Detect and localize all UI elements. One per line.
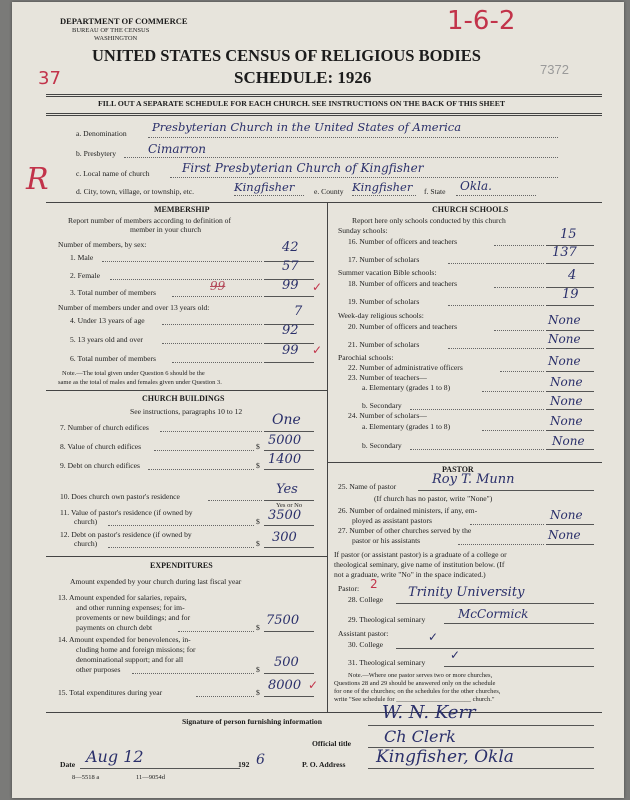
q15-dollar: $ [256, 688, 260, 697]
q19-value: 19 [562, 287, 579, 302]
page-mark: 37 [38, 68, 61, 89]
q1-label: 1. Male [70, 253, 94, 262]
weekday-schools-label: Week-day religious schools: [338, 311, 424, 320]
official-title-value: Ch Clerk [384, 727, 456, 746]
q19-label: 19. Number of scholars [348, 297, 420, 306]
q24-label: 24. Number of scholars— [348, 411, 427, 420]
pastor-label: Pastor: [338, 584, 360, 593]
membership-intro-1: Report number of members according to definition of [68, 216, 232, 225]
denomination-value: Presbyterian Church in the United States of America [152, 120, 462, 134]
q21-label: 21. Number of scholars [348, 340, 420, 349]
q3-crossed-value: 99 [210, 279, 226, 293]
assistant-pastor-label: Assistant pastor: [338, 629, 389, 638]
buildings-intro: See instructions, paragraphs 10 to 12 [130, 407, 243, 416]
grad-line-3: not a graduate, write "No" in the space indicated.) [334, 570, 486, 579]
city-field-value: Kingfisher [234, 180, 295, 194]
q16-value: 15 [560, 227, 577, 242]
q22-label: 22. Number of administrative officers [348, 363, 463, 372]
q30-label: 30. College [348, 640, 384, 649]
q13-line-2: and other running expenses; for im- [76, 603, 185, 612]
q24a-value: None [550, 414, 583, 428]
q14-line-2: cluding home and foreign missions; for [76, 645, 196, 654]
q10-value: Yes [276, 482, 298, 497]
q23a-label: a. Elementary (grades 1 to 8) [362, 383, 451, 392]
membership-intro-2: member in your church [130, 225, 202, 234]
date-value: Aug 12 [86, 747, 144, 766]
form-number: 7372 [540, 62, 569, 77]
q6-check-icon: ✓ [312, 343, 323, 357]
summer-schools-label: Summer vacation Bible schools: [338, 268, 437, 277]
q3-value: 99 [282, 278, 299, 293]
county-label: e. County [314, 187, 344, 196]
po-address-label: P. O. Address [302, 760, 346, 769]
q5-label: 5. 13 years old and over [70, 335, 143, 344]
q26-label-a: 26. Number of ordained ministers, if any, em- [338, 506, 478, 515]
q7-value: One [272, 412, 301, 428]
q18-value: 4 [568, 268, 577, 283]
q27-label-a: 27. Number of other churches served by the [338, 526, 472, 535]
q10-label: 10. Does church own pastor's residence [60, 492, 180, 501]
instruction-line: FILL OUT A SEPARATE SCHEDULE FOR EACH CHURCH. SEE INSTRUCTIONS ON THE BACK OF THIS SHEET [98, 99, 506, 108]
q11-label-a: 11. Value of pastor's residence (if owned by [60, 508, 193, 517]
q4-value: 7 [294, 304, 303, 319]
q28-label: 28. College [348, 595, 384, 604]
yes-no-hint: Yes or No [276, 502, 303, 509]
q23-label: 23. Number of teachers— [348, 373, 427, 382]
q9-dollar: $ [256, 461, 260, 470]
q3-check-icon: ✓ [312, 280, 323, 294]
q14-value: 500 [274, 655, 299, 670]
signature-label: Signature of person furnishing information [182, 717, 322, 726]
schools-heading: CHURCH SCHOOLS [432, 205, 509, 214]
q2-value: 57 [282, 259, 299, 274]
q15-check-icon: ✓ [308, 678, 319, 692]
q13-line-1: 13. Amount expended for salaries, repairs, [58, 593, 187, 602]
church-name-value: First Presbyterian Church of Kingfisher [182, 161, 424, 175]
q8-label: 8. Value of church edifices [60, 442, 142, 451]
q29-value: McCormick [458, 607, 529, 621]
pastor-heading: PASTOR [442, 465, 474, 474]
q4-label: 4. Under 13 years of age [70, 316, 145, 325]
parochial-schools-label: Parochial schools: [338, 353, 394, 362]
q5-value: 92 [282, 323, 299, 338]
q9-label: 9. Debt on church edifices [60, 461, 140, 470]
year-digit: 6 [256, 752, 265, 768]
q1-value: 42 [282, 240, 299, 255]
q15-value: 8000 [268, 678, 302, 693]
membership-heading: MEMBERSHIP [154, 205, 210, 214]
pastor-note-3: for one of the churches; on the schedules for the other churches, [334, 688, 501, 695]
q2-label: 2. Female [70, 271, 100, 280]
q14-line-4: other purposes [76, 665, 121, 674]
po-address-value: Kingfisher, Okla [376, 747, 514, 767]
q14-line-3: denominational support; and for all [76, 655, 184, 664]
q14-line-1: 14. Amount expended for benevolences, in- [58, 635, 191, 644]
q11-value: 3500 [268, 508, 302, 523]
membership-note-1: Note.—The total given under Question 6 should be the [62, 370, 205, 377]
buildings-heading: CHURCH BUILDINGS [142, 394, 225, 403]
q7-label: 7. Number of church edifices [60, 423, 149, 432]
q29-label: 29. Theological seminary [348, 615, 426, 624]
q24b-value: None [552, 434, 585, 448]
red-r-annotation: R [26, 162, 49, 197]
denomination-label: a. Denomination [76, 129, 127, 138]
q17-value: 137 [552, 245, 577, 260]
q22-value: None [548, 354, 581, 368]
q24a-label: a. Elementary (grades 1 to 8) [362, 422, 451, 431]
print-code: 11—9054d [136, 774, 166, 781]
q12-value: 300 [272, 530, 297, 545]
q26-value: None [550, 508, 583, 522]
q13-dollar: $ [256, 623, 260, 632]
sunday-schools-label: Sunday schools: [338, 226, 388, 235]
q24b-label: b. Secondary [362, 441, 402, 450]
grad-line-1: If pastor (or assistant pastor) is a graduate of a college or [334, 550, 507, 559]
q23b-value: None [550, 394, 583, 408]
state-label: f. State [424, 187, 446, 196]
q27-value: None [548, 528, 581, 542]
q13-line-3: provements or new buildings; and for [76, 613, 191, 622]
q12-label-b: church) [74, 539, 98, 548]
q31-label: 31. Theological seminary [348, 658, 426, 667]
year-prefix: 192 [238, 760, 250, 769]
q23a-value: None [550, 375, 583, 389]
expenditures-heading: EXPENDITURES [150, 561, 213, 570]
q8-value: 5000 [268, 433, 302, 448]
q13-value: 7500 [266, 613, 300, 628]
q8-dollar: $ [256, 442, 260, 451]
corner-file-mark: 1-6-2 [447, 6, 516, 36]
q12-label-a: 12. Debt on pastor's residence (if owned by [60, 530, 192, 539]
department-label: DEPARTMENT OF COMMERCE [60, 16, 188, 26]
signature-value: W. N. Kerr [382, 702, 476, 723]
city-label: WASHINGTON [94, 35, 138, 42]
q11-label-b: church) [74, 517, 98, 526]
pastor-red-mark: 2 [370, 577, 378, 591]
q25-label: 25. Name of pastor [338, 482, 397, 491]
q12-dollar: $ [256, 539, 260, 548]
age-intro-label: Number of members under and over 13 years old: [58, 303, 210, 312]
official-title-label: Official title [312, 739, 352, 748]
q27-label-b: pastor or his assistants [352, 536, 421, 545]
census-schedule-form [12, 2, 624, 798]
county-value: Kingfisher [352, 180, 413, 194]
q23b-label: b. Secondary [362, 401, 402, 410]
q16-label: 16. Number of officers and teachers [348, 237, 458, 246]
q11-dollar: $ [256, 517, 260, 526]
form-code: 8—5518 a [72, 774, 100, 781]
state-value: Okla. [460, 179, 492, 193]
q21-value: None [548, 332, 581, 346]
members-by-sex-label: Number of members, by sex: [58, 240, 147, 249]
presbytery-value: Cimarron [148, 142, 206, 156]
schools-intro: Report here only schools conducted by this church [352, 216, 506, 225]
q25-value: Roy T. Munn [432, 472, 515, 487]
pastor-note-4: write "See schedule for _______________________ church." [334, 696, 495, 703]
pastor-note-2: Questions 28 and 29 should be answered only on the schedule [334, 680, 496, 687]
q25-note: (If church has no pastor, write "None") [374, 494, 493, 503]
date-label: Date [60, 760, 76, 769]
form-title: UNITED STATES CENSUS OF RELIGIOUS BODIES [92, 46, 481, 65]
city-field-label: d. City, town, village, or township, etc. [76, 187, 195, 196]
bureau-label: BUREAU OF THE CENSUS [72, 27, 150, 34]
q14-dollar: $ [256, 665, 260, 674]
presbytery-label: b. Presbytery [76, 149, 117, 158]
q28-value: Trinity University [408, 585, 525, 600]
church-name-label: c. Local name of church [76, 169, 150, 178]
q20-value: None [548, 313, 581, 327]
expenditures-intro: Amount expended by your church during last fiscal year [70, 577, 242, 586]
q9-value: 1400 [268, 452, 302, 467]
q26-label-b: ployed as assistant pastors [352, 516, 432, 525]
q20-label: 20. Number of officers and teachers [348, 322, 458, 331]
q18-label: 18. Number of officers and teachers [348, 279, 458, 288]
q3-label: 3. Total number of members [70, 288, 157, 297]
q13-line-4: payments on church debt [76, 623, 153, 632]
schedule-title: SCHEDULE: 1926 [234, 68, 372, 87]
q17-label: 17. Number of scholars [348, 255, 420, 264]
grad-line-2: theological seminary, give name of institution below. (If [334, 560, 505, 569]
q30-check-icon: ✓ [428, 630, 439, 644]
q31-check-icon: ✓ [450, 648, 461, 662]
membership-note-2: same as the total of males and females given under Question 3. [58, 379, 222, 386]
pastor-note-1: Note.—Where one pastor serves two or more churches, [348, 672, 493, 679]
q15-label: 15. Total expenditures during year [58, 688, 163, 697]
q6-value: 99 [282, 343, 299, 358]
q6-label: 6. Total number of members [70, 354, 157, 363]
